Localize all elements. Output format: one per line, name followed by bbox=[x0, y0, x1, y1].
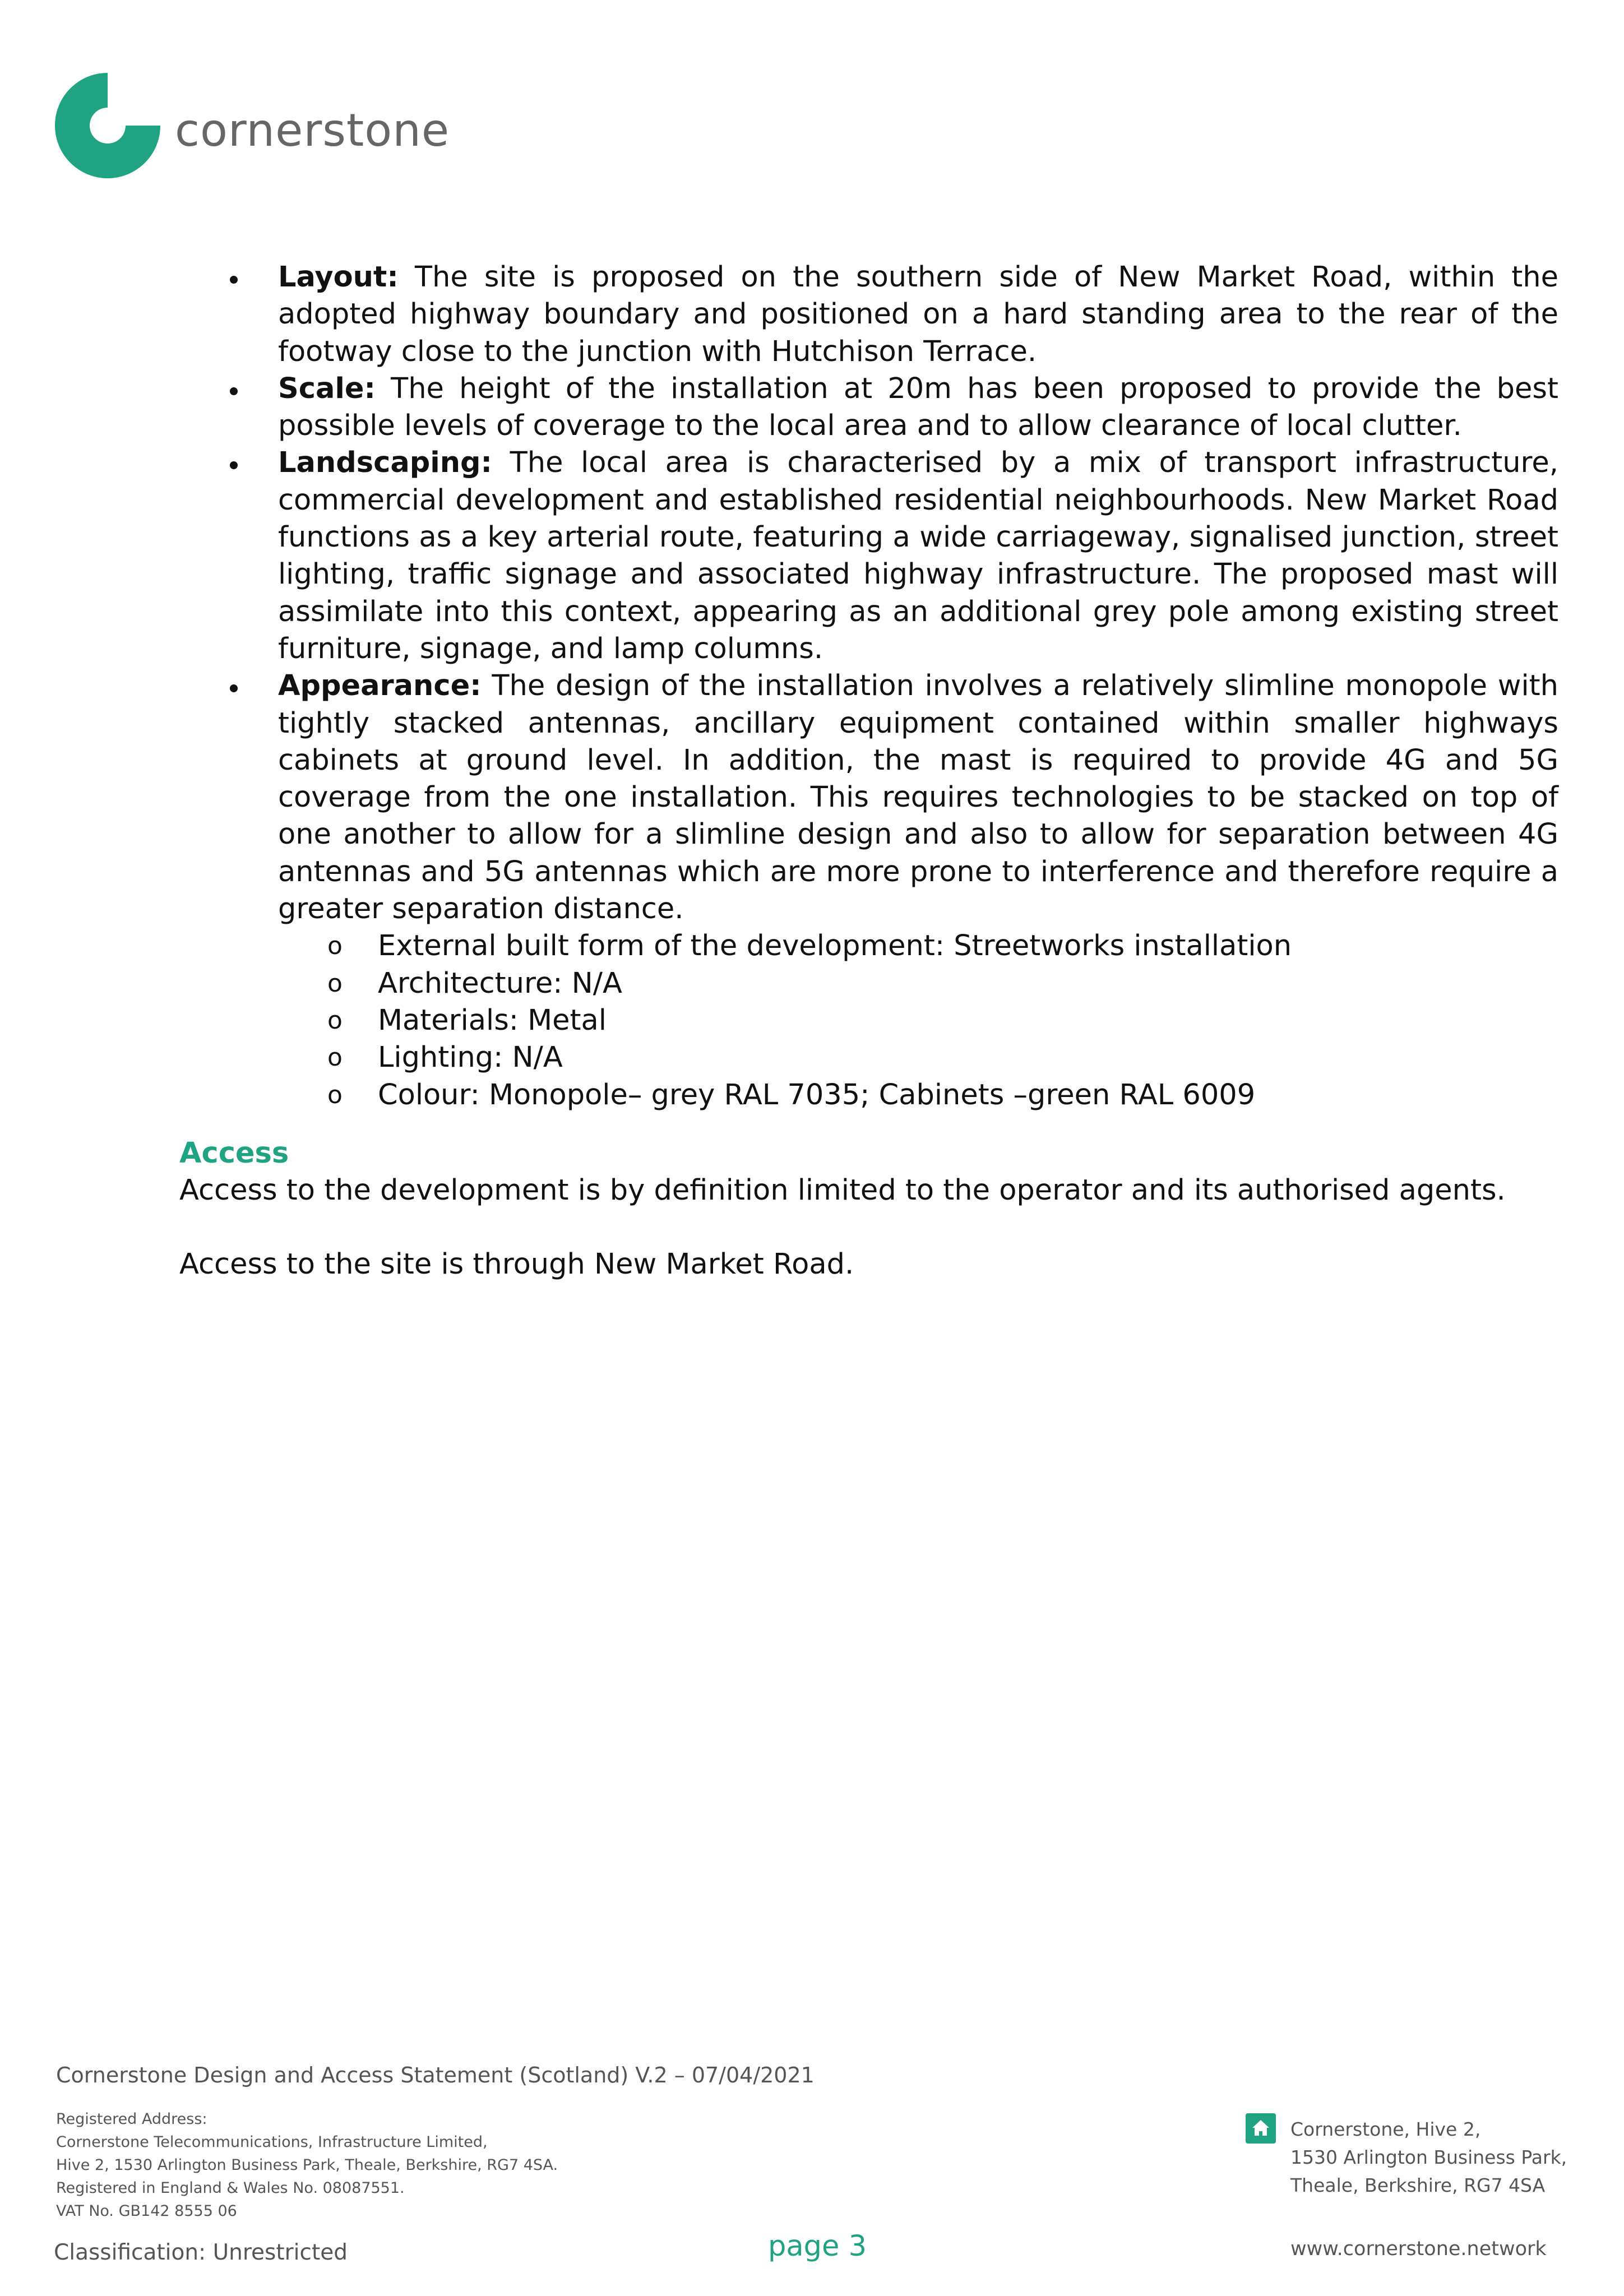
bullet-label: Scale: bbox=[278, 372, 376, 405]
bullet-label: Landscaping: bbox=[278, 446, 492, 480]
page-number: page 3 bbox=[768, 2230, 867, 2263]
company-address-block bbox=[1290, 2116, 1567, 2200]
bullet-dot-icon bbox=[230, 684, 238, 692]
footer-document-title: Cornerstone Design and Access Statement (Scotland) V.2 – 07/04/2021 bbox=[56, 2063, 815, 2087]
bullet-appearance bbox=[179, 668, 1558, 928]
appearance-sub-list bbox=[179, 928, 1558, 1113]
bullet-body: The design of the installation involves a relatively slimline monopole with tightly stacked antennas, ancillary equipment contained within smaller highways cabinets at ground level. In addition, the mast is required to provide 4G and 5G coverage from the one installation. This requires technologies to be stacked on top of one another to allow for a slimline design and also to allow for separation between 4G antennas and 5G antennas which are more prone to interference and therefore require a greater separation distance. bbox=[278, 669, 1558, 926]
cornerstone-logo bbox=[52, 70, 455, 182]
bullet-body: The local area is characterised by a mix of transport infrastructure, commercial development and established residential neighbourhoods. New Market Road functions as a key arterial route, featuring a wide carriageway, signalised junction, street lighting, traffic signage and associated highway infrastructure. The proposed mast will assimilate into this context, appearing as an additional grey pole among existing street furniture, signage, and lamp columns. bbox=[278, 446, 1558, 665]
registered-address-block bbox=[56, 2108, 558, 2223]
document-body bbox=[179, 259, 1558, 1283]
sub-bullet-marker: o bbox=[327, 932, 343, 961]
registered-line: Cornerstone Telecommunications, Infrastructure Limited, bbox=[56, 2133, 488, 2151]
registered-line: Hive 2, 1530 Arlington Business Park, Theale, Berkshire, RG7 4SA. bbox=[56, 2156, 558, 2174]
registered-line: VAT No. GB142 8555 06 bbox=[56, 2202, 237, 2220]
access-paragraph-1: Access to the development is by definition limited to the operator and its authorised agents. bbox=[179, 1173, 1506, 1207]
logo-wordmark: cornerstone bbox=[175, 104, 450, 156]
access-heading: Access bbox=[179, 1136, 289, 1170]
sub-item-text: Lighting: N/A bbox=[378, 1041, 563, 1075]
registered-line: Registered in England & Wales No. 08087551. bbox=[56, 2179, 405, 2197]
address-line: Cornerstone, Hive 2, bbox=[1290, 2118, 1481, 2140]
bullet-body: The site is proposed on the southern side of New Market Road, within the adopted highway boundary and positioned on a hard standing area to the rear of the footway close to the junction with Hutchison Terrace. bbox=[278, 261, 1558, 368]
bullet-body: The height of the installation at 20m has been proposed to provide the best possible levels of coverage to the local area and to allow clearance of local clutter. bbox=[278, 372, 1558, 443]
bullet-scale bbox=[179, 371, 1558, 445]
bullet-landscaping bbox=[179, 445, 1558, 668]
sub-item-colour bbox=[179, 1077, 1558, 1114]
sub-bullet-marker: o bbox=[327, 969, 343, 998]
sub-bullet-marker: o bbox=[327, 1080, 343, 1109]
bullet-dot-icon bbox=[230, 461, 238, 469]
bullet-dot-icon bbox=[230, 276, 238, 284]
address-line: 1530 Arlington Business Park, bbox=[1290, 2146, 1567, 2168]
sub-item-built-form bbox=[179, 928, 1558, 965]
website-link[interactable]: www.cornerstone.network bbox=[1290, 2238, 1547, 2260]
bullet-dot-icon bbox=[230, 387, 238, 395]
sub-bullet-marker: o bbox=[327, 1043, 343, 1072]
sub-item-lighting bbox=[179, 1039, 1558, 1076]
address-line: Theale, Berkshire, RG7 4SA bbox=[1290, 2174, 1546, 2196]
sub-item-text: External built form of the development: Streetworks installation bbox=[378, 929, 1292, 963]
sub-item-text: Architecture: N/A bbox=[378, 966, 622, 1000]
sub-bullet-marker: o bbox=[327, 1006, 343, 1035]
bullet-layout bbox=[179, 259, 1558, 371]
home-icon-glyph bbox=[1246, 2113, 1276, 2144]
bullet-list bbox=[179, 259, 1558, 928]
bullet-label: Layout: bbox=[278, 261, 399, 294]
sub-item-text: Colour: Monopole– grey RAL 7035; Cabinets –green RAL 6009 bbox=[378, 1078, 1256, 1112]
logo-mark-icon bbox=[52, 70, 164, 182]
access-paragraph-2: Access to the site is through New Market Road. bbox=[179, 1247, 854, 1281]
bullet-label: Appearance: bbox=[278, 669, 482, 703]
sub-item-text: Materials: Metal bbox=[378, 1003, 607, 1037]
sub-item-materials bbox=[179, 1002, 1558, 1039]
classification-label: Classification: Unrestricted bbox=[54, 2240, 348, 2265]
home-icon bbox=[1246, 2113, 1276, 2144]
sub-item-architecture bbox=[179, 965, 1558, 1002]
registered-line: Registered Address: bbox=[56, 2110, 207, 2128]
